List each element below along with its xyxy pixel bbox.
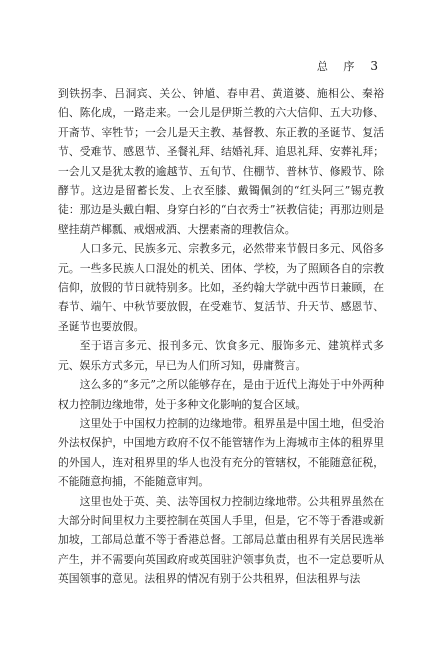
paragraph: 这里处于中国权力控制的边缘地带。租界虽是中国土地，但受治外法权保护，中国地方政府不仅不能管辖作为上海城市主体的租界里的外国人，连对租界里的华人也没有充分的管辖权，不能随意征税，不能随意拘捕，不能随意审判。 — [58, 416, 384, 489]
paragraph: 这么多的“多元”之所以能够存在，是由于近代上海处于中外两种权力控制边缘地带，处于多种文化影响的复合区域。 — [58, 378, 384, 411]
paragraph-continued: 到铁拐李、吕洞宾、关公、钟馗、春申君、黄道婆、施相公、秦裕伯、陈化成，一路走来。一会儿是伊斯兰教的六大信仰、五大功修、开斋节、宰牲节；一会儿是天主教、基督教、东正教的圣诞节、复活节、受难节、感恩节、圣餐礼拜、结婚礼拜、追思礼拜、安葬礼拜；一会儿又是犹太教的逾越节、五旬节、住棚节、普林节、修殿节、除酵节。这边是留蓄长发、上衣至膝、戴镯佩剑的“红头阿三”锡克教徒：那边是头戴白帽、身穿白衫的“白衣秀士”祆教信徒；再那边则是壁挂葫芦椰瓢、戒烟戒酒、大摆素斋的理教信众。 — [58, 87, 384, 236]
paragraph: 至于语言多元、报刊多元、饮食多元、服饰多元、建筑样式多元、娱乐方式多元，早已为人们所习知，毋庸赘言。 — [58, 339, 384, 372]
body-text — [58, 84, 384, 589]
page-number: 3 — [370, 59, 378, 73]
section-title: 总 序 — [316, 60, 361, 73]
paragraph: 这里也处于英、美、法等国权力控制边缘地带。公共租界虽然在大部分时间里权力主要控制在英国人手里，但是，它不等于香港或新加坡，工部局总董不等于香港总督。工部局总董由租界有关居民选举产生，并不需要向英国政府或英国驻沪领事负责，也不一定总要听从英国领事的意见。法租界的情况有别于公共租界，但法租界与法 — [58, 494, 384, 586]
paragraph: 人口多元、民族多元、宗教多元，必然带来节假日多元、风俗多元。一些多民族人口混处的机关、团体、学校，为了照顾各自的宗教信仰，放假的节日就特别多。比如，圣约翰大学就中西节日兼顾，在春节、端午、中秋节要放假，在受难节、复活节、升天节、感恩节、圣诞节也要放假。 — [58, 242, 384, 333]
page-header — [317, 58, 378, 74]
